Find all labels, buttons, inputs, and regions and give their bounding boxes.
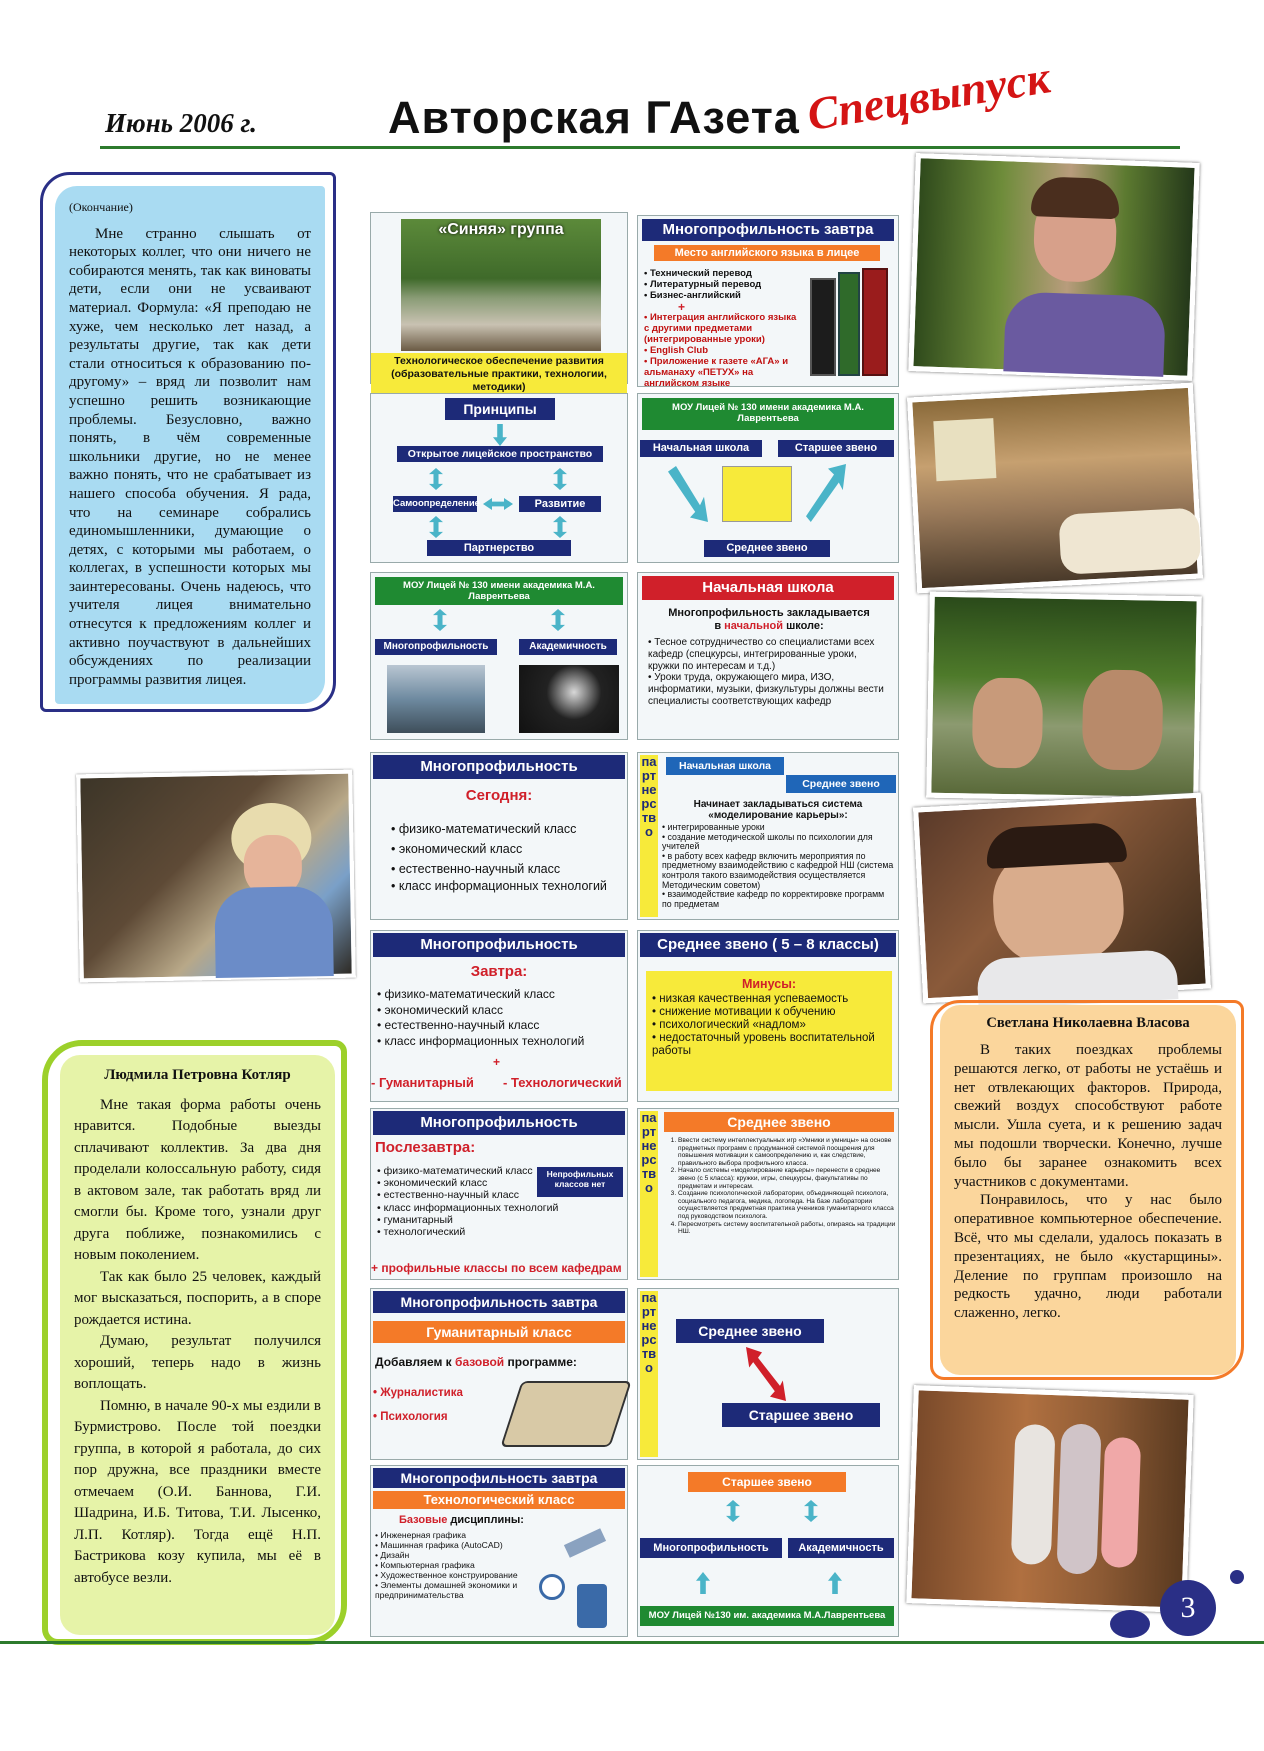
list-item: • гуманитарный (377, 1214, 577, 1226)
english-list (644, 268, 804, 301)
list-item: 4. Пересмотреть систему воспитательной работы, опираясь на традиции НШ. (678, 1221, 896, 1236)
lead-text: дисциплины: (450, 1514, 524, 1526)
slide-subtitle: Завтра: (470, 963, 528, 980)
list-item: • физико-математический класс (377, 987, 617, 1003)
arrow-up-icon (696, 1572, 710, 1594)
quote-author: Людмила Петровна Котляр (104, 1067, 291, 1083)
arrow-diagonal-icon (668, 466, 708, 522)
list-item: • Компьютерная графика (375, 1560, 529, 1570)
arrow-updown-icon (726, 1500, 740, 1522)
list-item: • Литературный перевод (644, 279, 804, 290)
book-icon (838, 272, 860, 376)
slide-senior (637, 1465, 899, 1637)
open-book-icon (500, 1381, 631, 1447)
slide-subtitle: Сегодня: (465, 787, 533, 804)
tomorrow-list (377, 987, 617, 1049)
list-item: • Журналистика (373, 1381, 493, 1405)
stage-senior: Старшее звено (722, 1403, 880, 1427)
vertical-label: партнерство (640, 755, 658, 917)
slide-primary-school (637, 572, 899, 740)
minus-list (652, 993, 888, 1058)
arrow-updown-icon (429, 468, 443, 490)
list-item: • взаимодействие кафедр по корректировке программ по предметам (662, 890, 896, 909)
quote-paragraph: Так как было 25 человек, каждый мог высказаться, поспорить, а в споре рождается истина. (74, 1268, 321, 1328)
slide-title: Многопрофильность (373, 933, 625, 957)
list-item: • снижение мотивации к обучению (652, 1006, 888, 1019)
slide-blue-group (370, 212, 628, 393)
slide-subtitle: Место английского языка в лицее (654, 245, 880, 261)
slide-subtitle: Технологический класс (373, 1491, 625, 1509)
lead-highlight: Базовые (399, 1514, 448, 1526)
list-item: • Технический перевод (644, 268, 804, 279)
quote-paragraph: Думаю, результат получился хороший, теперь надо в жизнь воплощать. (74, 1333, 321, 1392)
slide-subtitle: Послезавтра: (375, 1139, 476, 1156)
slide-subtitle: Гуманитарный класс (373, 1321, 625, 1343)
arrow-updown-icon (553, 468, 567, 490)
slide-principles (370, 393, 628, 563)
lead-text: школе: (786, 620, 824, 632)
stage-senior: Старшее звено (688, 1472, 846, 1492)
ink-blot-decoration (1110, 1610, 1150, 1638)
level-senior: Старшее звено (778, 440, 894, 457)
book-icon (810, 278, 836, 376)
slide-title: МОУ Лицей № 130 имени академика М.А. Лаврентьева (642, 398, 894, 430)
slide-lead: Начинает закладываться система «моделирование карьеры»: (693, 799, 863, 821)
plus-sign: + (493, 1055, 501, 1069)
kotlyar-quote (60, 1055, 335, 1635)
list-item: • низкая качественная успеваемость (652, 993, 888, 1006)
extra-class: - Гуманитарный (371, 1075, 474, 1090)
list-item: 2. Начало системы «моделирование карьеры» перенести в среднее звено (с 5 класса): кружки, игры, спецкурсы, факультативы по предметам и интересам. (678, 1167, 896, 1190)
slide-lead (399, 1514, 524, 1526)
photo-two-women (926, 592, 1202, 803)
stage-middle: Среднее звено (786, 775, 896, 793)
arrow-up-icon (828, 1572, 842, 1594)
slide-subtitle: Минусы: (741, 977, 797, 991)
principle-academic: Академичность (788, 1538, 894, 1558)
slide-title: МОУ Лицей № 130 имени академика М.А. Лаврентьева (375, 577, 623, 605)
list-item: • Уроки труда, окружающего мира, ИЗО, информатики, музыки, физкультуры должны вести специалисты соответствующих кафедр (648, 672, 888, 707)
slide-title: Многопрофильность завтра (642, 219, 894, 241)
principle-multiprofile: Многопрофильность (375, 639, 497, 655)
page-number: 3 (1160, 1580, 1216, 1636)
no-nonprofile-badge: Непрофильных классов нет (537, 1167, 623, 1197)
lead-text: Добавляем к (375, 1355, 452, 1369)
slide-title: Среднее звено (664, 1112, 894, 1132)
slide-lyceum-levels (637, 393, 899, 563)
vertical-label: партнерство (640, 1111, 658, 1277)
list-item: • экономический класс (391, 839, 621, 859)
list-item: • Инженерная графика (375, 1530, 529, 1540)
arrow-updown-icon (551, 609, 565, 631)
list-item: • физико-математический класс (377, 1165, 577, 1177)
clock-icon (539, 1574, 565, 1600)
list-item: • естественно-научный класс (377, 1018, 617, 1034)
arrow-diagonal-icon (746, 1347, 786, 1401)
list-item: • экономический класс (377, 1003, 617, 1019)
satellite-icon (564, 1528, 606, 1558)
lead-text: программе: (507, 1355, 577, 1369)
principle-academic: Академичность (519, 639, 617, 655)
photo-man-glasses (913, 793, 1211, 1004)
today-list (391, 819, 621, 894)
list-item: • психологический «надлом» (652, 1019, 888, 1032)
header-rule (100, 146, 1180, 149)
slide-title: «Синяя» группа (438, 221, 564, 238)
footer-rule (0, 1641, 1264, 1644)
quote-paragraph: Помню, в начале 90-х мы ездили в Бурмистрово. После той поездки группа, в которой я работала, до сих пор дружна, все праздники вместе отмечаем (О.И. Баннова, Г.И. Шадрина, И.Б. Титова, Т.И. Лысенко, Л.П. Котляр). Тогда ещё Н.П. Бастрикова козу купила, мы её в автобусе везли. (74, 1397, 321, 1586)
list-item: • Психология (373, 1405, 493, 1429)
slide-partnership-2 (637, 1108, 899, 1280)
arrow-diagonal-icon (806, 464, 846, 522)
arrow-down-icon (493, 424, 507, 446)
list-item: • English Club (644, 345, 802, 356)
list-item: • класс информационных технологий (377, 1202, 577, 1214)
level-primary: Начальная школа (640, 440, 762, 457)
quote-paragraph: Мне такая форма работы очень нравится. Подобные выезды сплачивают коллектив. За два дня проделали колоссальную работу, сидя в актовом зале, так работать вряд ли смогли бы. Кроме того, узнали друг друга поближе, познакомились с новым поколением. (74, 1096, 321, 1263)
primary-list (648, 637, 888, 708)
slide-title: Принципы (445, 398, 555, 420)
slide-title: Многопрофильность (373, 755, 625, 779)
slide-partnership-1 (637, 752, 899, 920)
slide-title: Многопрофильность (373, 1111, 625, 1135)
list-item: • недостаточный уровень воспитательной работы (652, 1032, 888, 1058)
lead-highlight: базовой (455, 1355, 505, 1369)
photo-group-room (907, 383, 1203, 594)
slide-lyceum-profile (370, 572, 628, 740)
slide-partnership-3 (637, 1288, 899, 1460)
issue-date: Июнь 2006 г. (105, 108, 257, 138)
slide-humanitarian (370, 1288, 628, 1460)
quote-paragraph: В таких поездках проблемы решаются легко, от работы не устаёшь и нет отвлекающих факторов. Природа, свежий воздух способствуют работе мысли. Ушла суета, и к решению задач мы подошли творчески. Конечно, лучше было бы заранее ознакомить всех участников с документами. (954, 1042, 1222, 1190)
vertical-label: партнерство (640, 1291, 658, 1457)
arrow-updown-icon (433, 609, 447, 631)
special-edition-label: Спецвыпуск (803, 51, 1054, 141)
english-list-2 (644, 312, 802, 389)
list-item: • создание методической школы по психологии для учителей (662, 833, 896, 852)
photo-three-women (906, 1385, 1193, 1613)
vlasova-quote (940, 1005, 1236, 1375)
slide-caption: Технологическое обеспечение развития (образовательные практики, технологии, методики) (371, 353, 627, 396)
level-middle: Среднее звено (704, 540, 830, 557)
plus-sign: + (678, 300, 686, 314)
continuation-label: (Окончание) (69, 200, 133, 214)
slide-today (370, 752, 628, 920)
quote-author: Светлана Николаевна Власова (986, 1015, 1190, 1031)
lyceum-footer: МОУ Лицей №130 им. академика М.А.Лаврентьева (640, 1606, 894, 1626)
left-article (55, 186, 325, 704)
list-item: • естественно-научный класс (377, 1189, 577, 1201)
list-item: • Машинная графика (AutoCAD) (375, 1540, 529, 1550)
principle-self-determination: Самоопределение (393, 496, 477, 512)
principle-open-space: Открытое лицейское пространство (397, 446, 603, 462)
slide-tomorrow (370, 930, 628, 1102)
list-item: • класс информационных технологий (377, 1034, 617, 1050)
lead-text: в (714, 620, 722, 632)
arrow-updown-icon (429, 516, 443, 538)
arrow-updown-icon (553, 516, 567, 538)
left-article-text: Мне странно слышать от некоторых коллег, что они ничего не собираются менять, так как виноваты дети, если они не усваивают материал. Формула: «Я преподаю не хуже, чем несколько лет назад, а результаты другие, так как дети стали относиться к образованию по-другому» – вряд ли позволит нам успешно решить возникающие проблемы. Безусловно, важно понять, в чём современные школьники другие, но не менее важно понять, что не срабатывает из нашего способа обучения. Я рада, что на семинаре собрались единомышленники, думающие о детях, с которыми мы работаем, о коллегах, в успешности которых мы заинтересованы. Очень надеюсь, что учителя лицея внимательно отнесутся к предложениям коллег и активно поучаствуют в дальнейших обсуждениях по реализации программы развития лицея. (69, 225, 311, 688)
list-item: • Тесное сотрудничество со специалистами всех кафедр (спецкурсы, интегрированные уроки, кружки по интересам и т.д.) (648, 637, 888, 672)
ink-blot-decoration (1230, 1570, 1244, 1584)
arrow-leftright-icon (483, 498, 513, 510)
photo-woman-forest (908, 153, 1199, 381)
list-item: • класс информационных технологий (391, 879, 621, 894)
list-item: • технологический (377, 1226, 577, 1238)
list-item: • в работу всех кафедр включить мероприятия по предметному взаимодействию с кафедрой НШ (система контроля такого взаимодействия осуществляется Методическим советом) (662, 852, 896, 890)
slide-title: Начальная школа (642, 576, 894, 600)
principle-partnership: Партнерство (427, 540, 571, 556)
slide-day-after (370, 1108, 628, 1280)
principle-multiprofile: Многопрофильность (640, 1538, 782, 1558)
device-icon (577, 1584, 607, 1628)
stage-middle: Среднее звено (676, 1319, 824, 1343)
children-illustration (722, 466, 792, 522)
list-item: 3. Создание психологической лаборатории, объединяющей психолога, социального педагога, медика, логопеда. На базе лаборатории осуществляется предметная практика учеников гуманитарного класса под руководством психолога. (678, 1190, 896, 1220)
added-subjects (373, 1381, 493, 1429)
book-icon (862, 268, 888, 376)
slide-title: Многопрофильность завтра (373, 1468, 625, 1488)
list-item: • Художественное конструирование (375, 1570, 529, 1580)
list-item: • Элементы домашней экономики и предпринимательства (375, 1580, 529, 1600)
arrow-updown-icon (804, 1500, 818, 1522)
slide-title: Среднее звено ( 5 – 8 классы) (640, 933, 896, 957)
principle-development: Развитие (519, 496, 601, 512)
list-item: • экономический класс (377, 1177, 577, 1189)
slide-lead (646, 607, 892, 633)
photo-kotlyar (76, 770, 356, 983)
extra-class: - Технологический (503, 1075, 622, 1090)
slide-footer: + профильные классы по всем кафедрам (371, 1261, 622, 1275)
slide-english (637, 215, 899, 387)
building-photo (387, 665, 485, 733)
lead-text: Многопрофильность закладывается (668, 607, 870, 619)
stage-primary: Начальная школа (666, 757, 784, 775)
slide-title: Многопрофильность завтра (373, 1291, 625, 1313)
portrait-photo (519, 665, 619, 733)
list-item: • Дизайн (375, 1550, 529, 1560)
quote-paragraph: Понравилось, что у нас было оперативное компьютерное обеспечение. Всё, что мы сделали, удалось показать в презентациях, не было «кустарщины». Деление по группам произошло на редкость удачно, люди работали слаженно, легко. (954, 1192, 1222, 1322)
middle-plan-list (678, 1137, 896, 1236)
lead-highlight: начальной (724, 620, 784, 632)
slide-lead (375, 1355, 577, 1369)
masthead-title: Авторская ГАзета (388, 92, 800, 143)
list-item: • физико-математический класс (391, 819, 621, 839)
list-item: • Интеграция английского языка с другими предметами (интегрированные уроки) (644, 312, 802, 345)
partnership-list (662, 823, 896, 909)
tech-list (375, 1530, 529, 1600)
slide-technological (370, 1465, 628, 1637)
list-item: • интегрированные уроки (662, 823, 896, 833)
list-item: • Бизнес-английский (644, 290, 804, 301)
list-item: 1. Ввести систему интеллектуальных игр «Умники и умницы» на основе предметных программ с продуманной системой поощрения для повышения мотивации к самоопределению и, как следствие, правильного выбора профильного класса. (678, 1137, 896, 1167)
slide-middle-school (637, 930, 899, 1102)
list-item: • естественно-научный класс (391, 859, 621, 879)
list-item: • Приложение к газете «АГА» и альманаху «ПЕТУХ» на английском языке (644, 356, 802, 389)
